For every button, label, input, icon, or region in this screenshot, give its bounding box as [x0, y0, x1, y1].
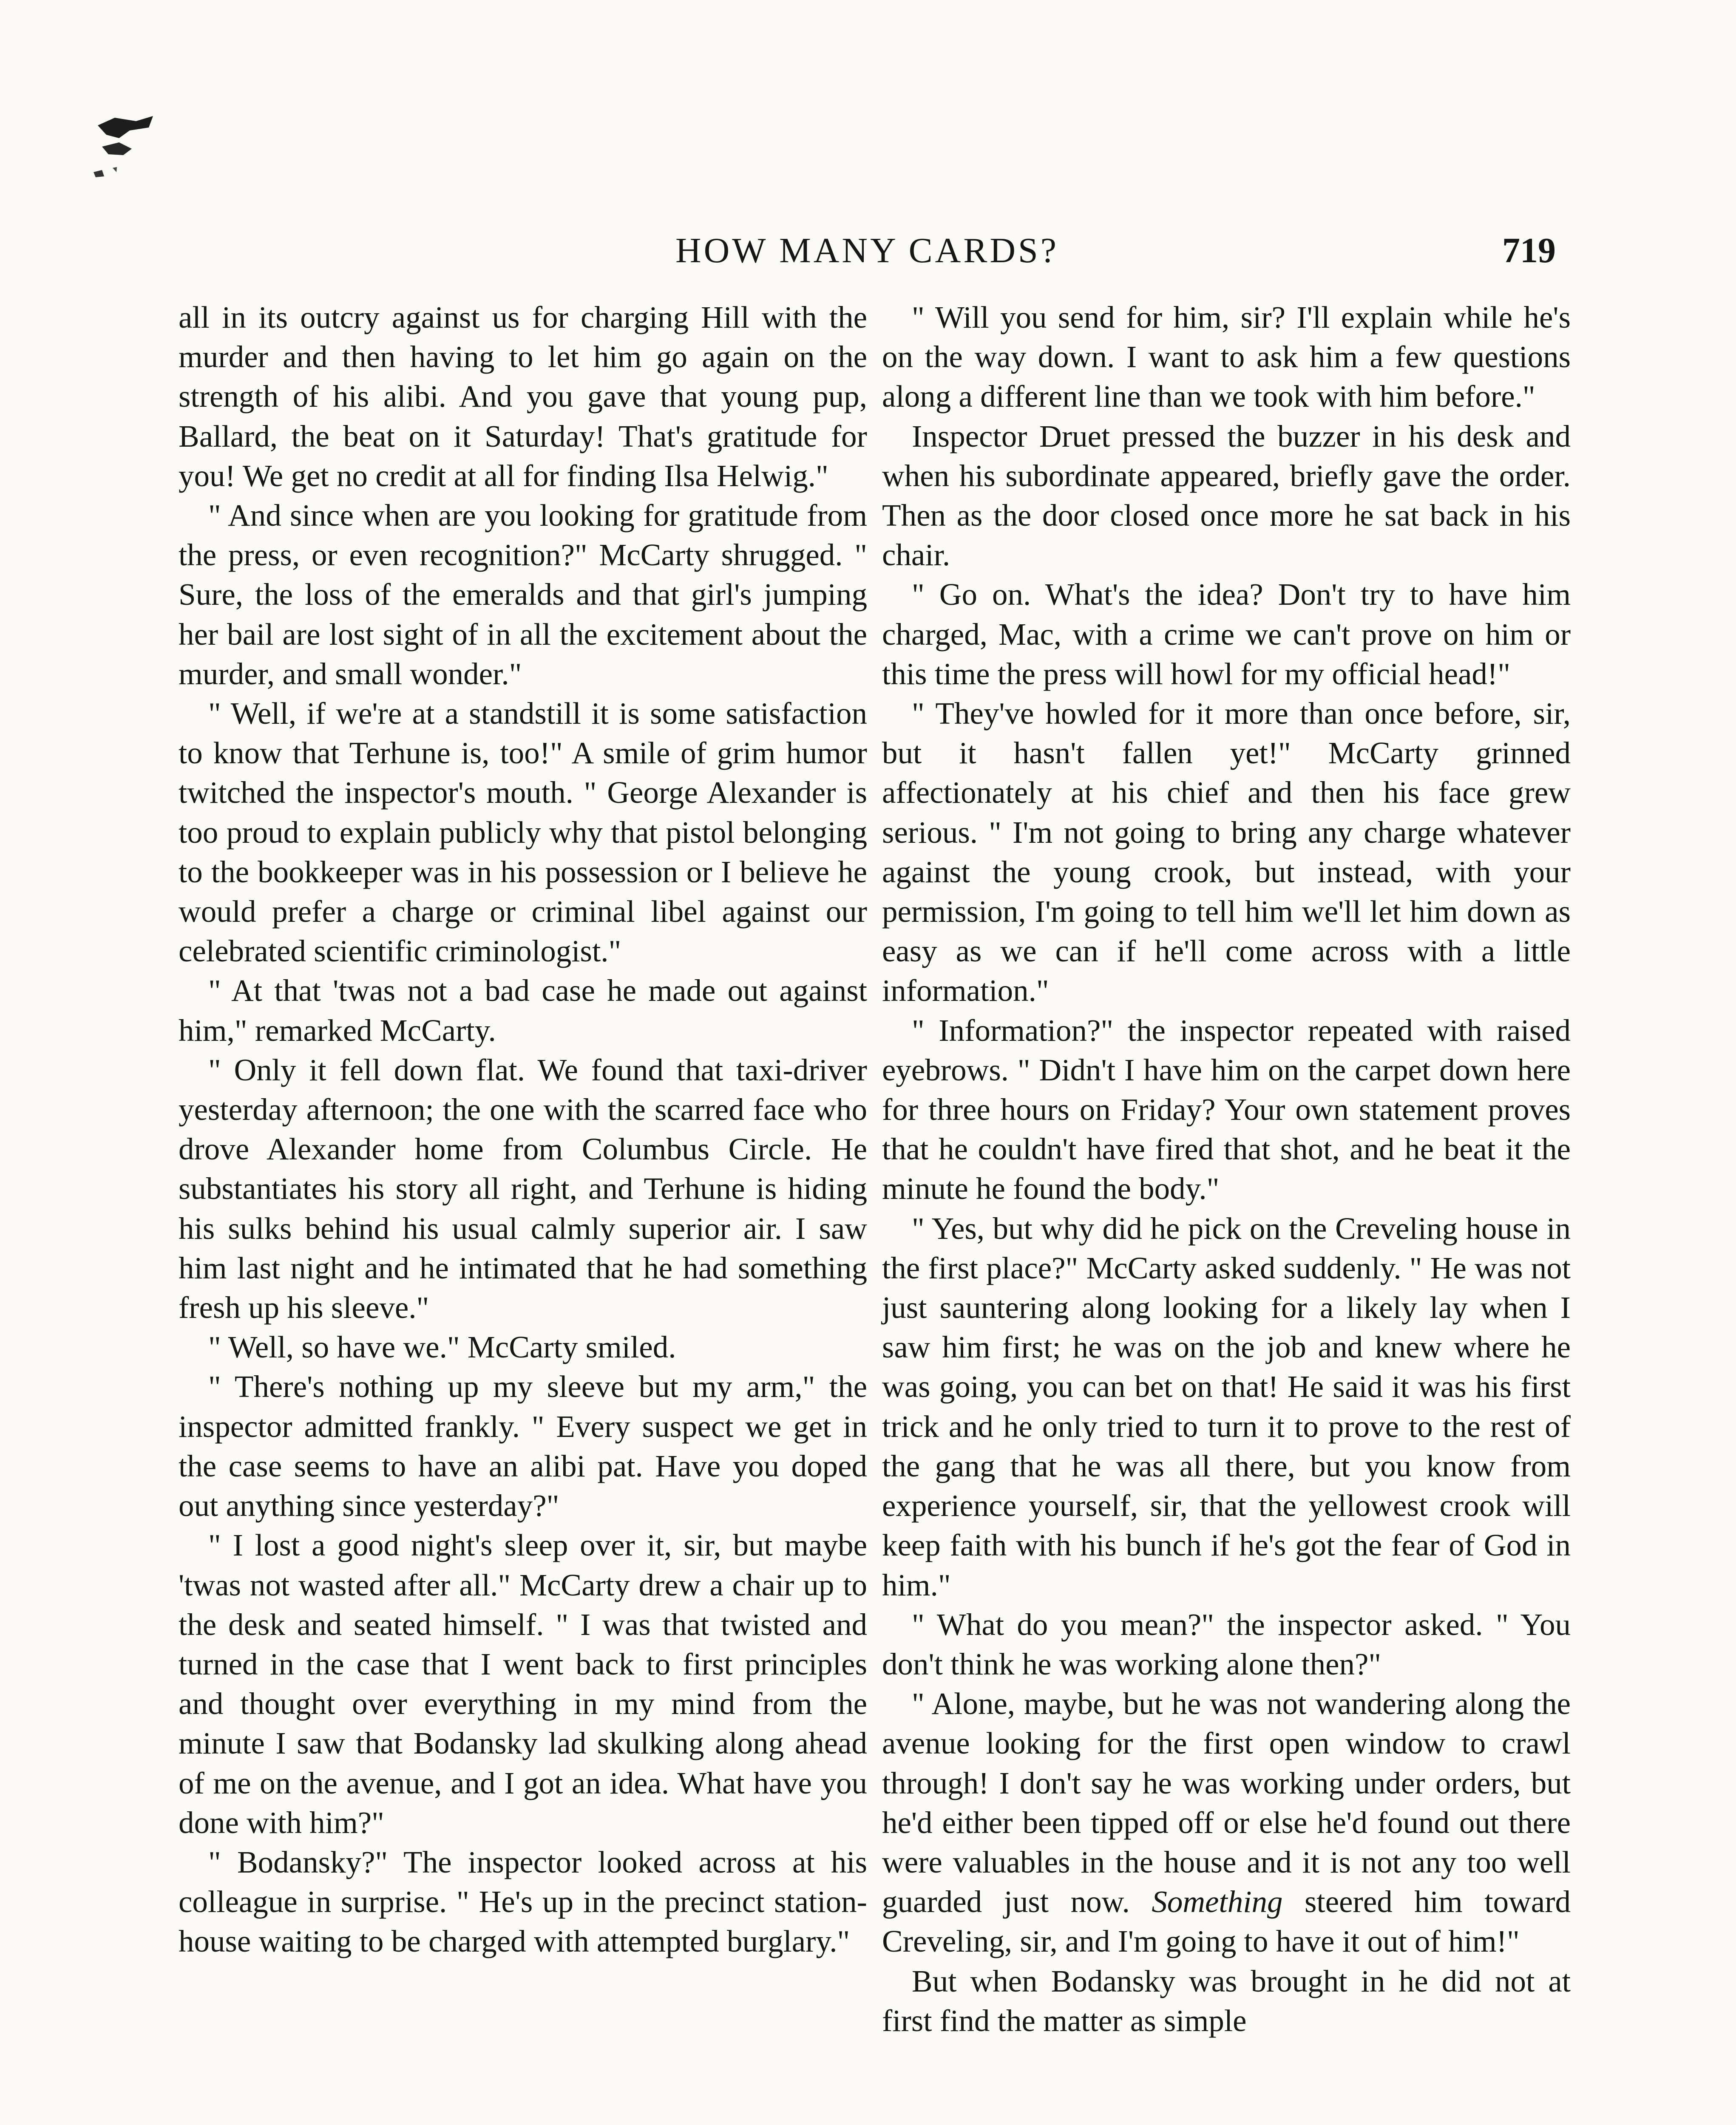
paragraph: all in its outcry against us for charging Hill with the murder and then having to let him go again on the strength of his alibi. And you gave that young pup, Ballard, the beat on it Saturday! That's gratitude for you! We get no credit at all for finding Ilsa Helwig." — [179, 300, 867, 493]
paragraph: " Well, if we're at a standstill it is some satisfaction to know that Terhune is, too!" A smile of grim humor twitched the inspector's mouth. " George Alexander is too proud to explain publicly why that pistol belonging to the bookkeeper was in his possession or I believe he would prefer a charge or criminal libel against our celebrated scientific criminologist." — [179, 696, 867, 969]
paragraph: But when Bodansky was brought in he did not at first find the matter as simple — [882, 1964, 1571, 2038]
right-column — [882, 298, 1571, 2040]
text-run: " Alone, maybe, but he was not wandering along the avenue looking for the first open window to crawl through! I don't say he was working under orders, but he'd either been tipped off or else he'd found out there were valuables in the house and it is not any too well guarded just now. — [882, 1686, 1571, 1919]
paragraph: " And since when are you looking for gratitude from the press, or even recognition?" McCarty shrugged. " Sure, the loss of the emeralds and that girl's jumping her bail are lost sight of in all the excitement about the murder, and small wonder." — [179, 498, 867, 691]
paragraph: " At that 'twas not a bad case he made out against him," remarked McCarty. — [179, 973, 867, 1048]
ink-smudge-mark — [89, 108, 162, 193]
page-number: 719 — [1502, 231, 1556, 270]
running-header — [179, 227, 1556, 283]
left-column — [179, 298, 867, 1961]
italic-emphasis: Something — [1152, 1884, 1283, 1919]
paragraph: " Yes, but why did he pick on the Creveling house in the first place?" McCarty asked suddenly. " He was not just sauntering along looking for a likely lay when I saw him first; he was on the job and knew where he was going, you can bet on that! He said it was his first trick and he only tried to turn it to prove to the rest of the gang that he was all there, but you know from experience yourself, sir, that the yellowest crook will keep faith with his bunch if he's got the fear of God in him." — [882, 1211, 1571, 1602]
paragraph: " Information?" the inspector repeated with raised eyebrows. " Didn't I have him on the carpet down here for three hours on Friday? Your own statement proves that he couldn't have fired that shot, and he beat it the minute he found the body." — [882, 1013, 1571, 1206]
paragraph-with-emphasis — [882, 1684, 1571, 1961]
paragraph: " Bodansky?" The inspector looked across at his colleague in surprise. " He's up in the precinct station-house waiting to be charged with attempted burglary." — [179, 1844, 867, 1959]
paragraph: " Will you send for him, sir? I'll explain while he's on the way down. I want to ask him a few questions along a different line than we took with him before." — [882, 300, 1571, 414]
paragraph: " Only it fell down flat. We found that taxi-driver yesterday afternoon; the one with the scarred face who drove Alexander home from Columbus Circle. He substantiates his story all right, and Terhune is hiding his sulks behind his usual calmly superior air. I saw him last night and he intimated that he had something fresh up his sleeve." — [179, 1052, 867, 1325]
paragraph: " There's nothing up my sleeve but my arm," the inspector admitted frankly. " Every suspect we get in the case seems to have an alibi pat. Have you doped out anything since yesterday?" — [179, 1369, 867, 1523]
paragraph: Inspector Druet pressed the buzzer in his desk and when his subordinate appeared, briefly gave the order. Then as the door closed once more he sat back in his chair. — [882, 419, 1571, 572]
running-title: HOW MANY CARDS? — [675, 231, 1059, 270]
paragraph: " Well, so have we." McCarty smiled. — [208, 1330, 676, 1365]
text-run: steered him toward Creveling, sir, and I'm going to have it out of him!" — [882, 1884, 1571, 1959]
paragraph: " They've howled for it more than once before, sir, but it hasn't fallen yet!" McCarty grinned affectionately at his chief and then his face grew serious. " I'm not going to bring any charge whatever against the young crook, but instead, with your permission, I'm going to tell him we'll let him down as easy as we can if he'll come across with a little information." — [882, 696, 1571, 1008]
paragraph: " I lost a good night's sleep over it, sir, but maybe 'twas not wasted after all." McCarty drew a chair up to the desk and seated himself. " I was that twisted and turned in the case that I went back to first principles and thought over everything in my mind from the minute I saw that Bodansky lad skulking along ahead of me on the avenue, and I got an idea. What have you done with him?" — [179, 1528, 867, 1840]
paragraph: " What do you mean?" the inspector asked. " You don't think he was working alone then?" — [882, 1607, 1571, 1681]
paragraph: " Go on. What's the idea? Don't try to have him charged, Mac, with a crime we can't prove on him or this time the press will howl for my official head!" — [882, 577, 1571, 691]
